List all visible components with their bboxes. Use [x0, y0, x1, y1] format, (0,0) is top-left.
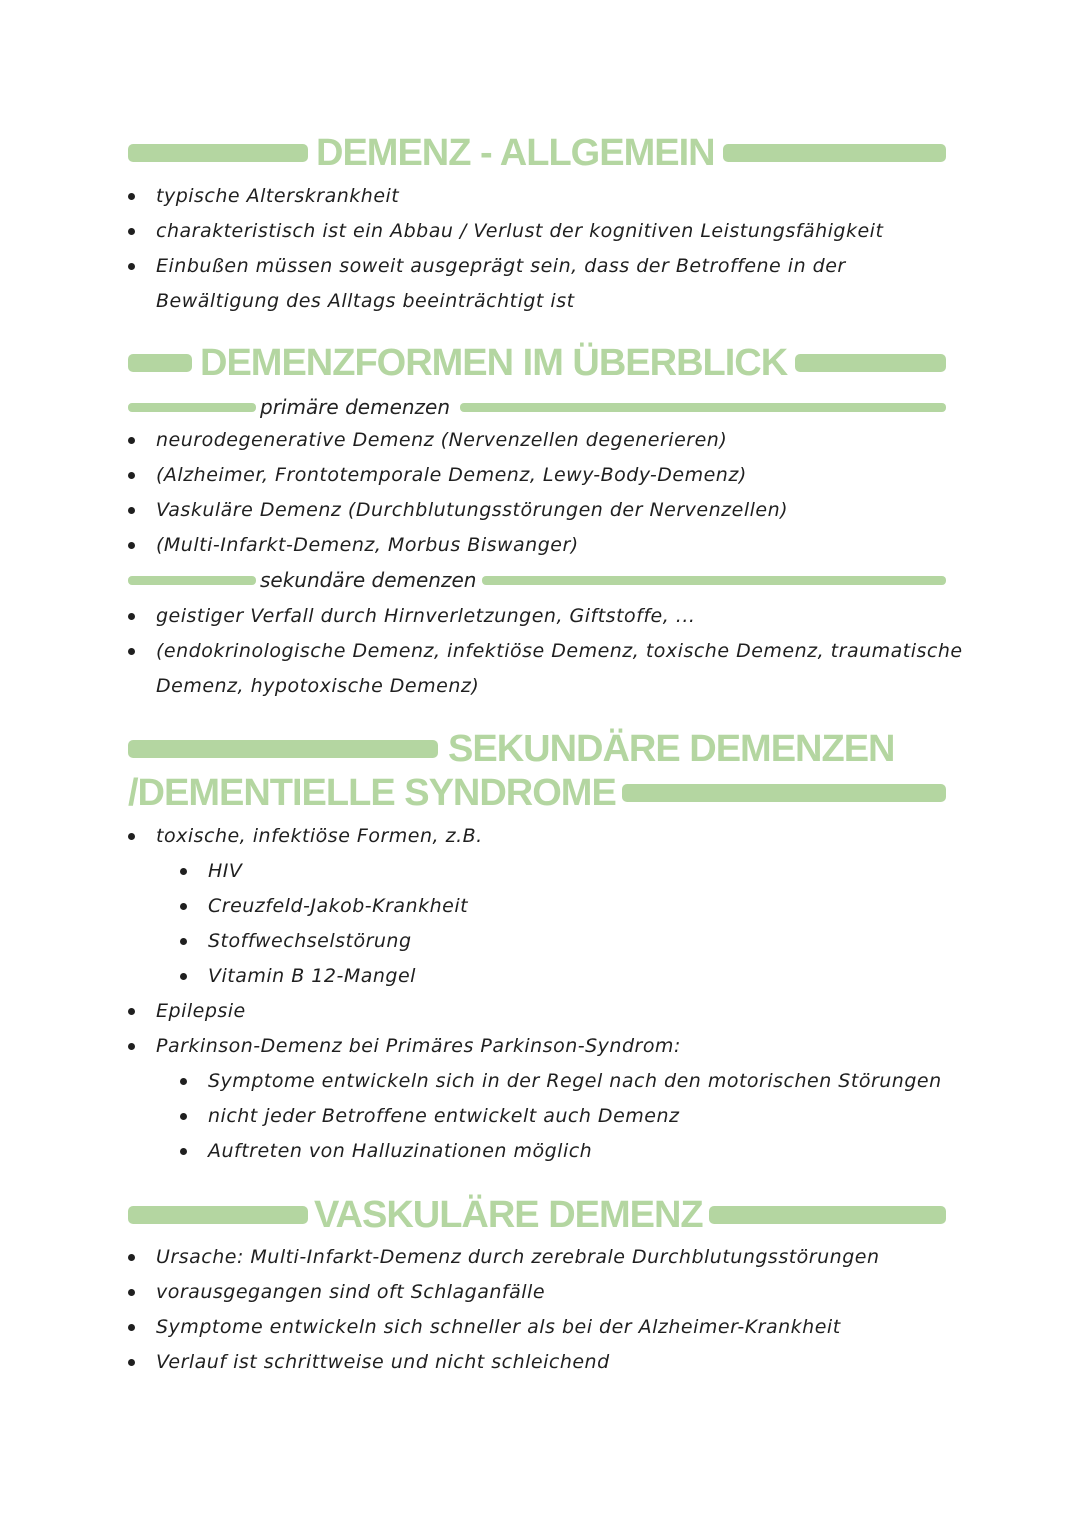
- list-item-nested: Symptome entwickeln sich in der Regel nach den motorischen Störungen: [128, 1064, 942, 1099]
- heading-bar-left: [128, 144, 308, 162]
- heading-vaskulaere-demenz: [128, 1192, 946, 1238]
- list-item: Verlauf ist schrittweise und nicht schleichend: [128, 1345, 879, 1380]
- list-item: geistiger Verfall durch Hirnverletzungen, Giftstoffe, ...: [128, 599, 963, 634]
- heading-text: SEKUNDÄRE DEMENZEN: [448, 727, 895, 770]
- heading-sekundaere-demenzen-line1: [128, 726, 950, 772]
- list-item-nested: Auftreten von Halluzinationen möglich: [128, 1134, 942, 1169]
- list-item: typische Alterskrankheit: [128, 179, 883, 214]
- list-item: Ursache: Multi-Infarkt-Demenz durch zerebrale Durchblutungsstörungen: [128, 1240, 879, 1275]
- list-item-continuation: Bewältigung des Alltags beeinträchtigt ist: [156, 290, 575, 312]
- heading-sekundaere-demenzen-line2: [128, 770, 946, 816]
- heading-bar-left: [128, 1206, 308, 1224]
- list-item: (endokrinologische Demenz, infektiöse Demenz, toxische Demenz, traumatische: [128, 634, 963, 669]
- subheading-text: primäre demenzen: [260, 395, 451, 419]
- list-item: Symptome entwickeln sich schneller als bei der Alzheimer-Krankheit: [128, 1310, 879, 1345]
- heading-demenz-allgemein: [128, 130, 946, 176]
- heading-bar-right: [723, 144, 946, 162]
- heading-demenzformen: [128, 340, 946, 386]
- list-item-nested: HIV: [128, 854, 942, 889]
- subheading-text: sekundäre demenzen: [260, 568, 477, 592]
- subheading-bar-right: [460, 403, 946, 412]
- list-item: Einbußen müssen soweit ausgeprägt sein, dass der Betroffene in der: [128, 249, 883, 284]
- list-item: vorausgegangen sind oft Schlaganfälle: [128, 1275, 879, 1310]
- list-item: Epilepsie: [128, 994, 942, 1029]
- list-item: charakteristisch ist ein Abbau / Verlust der kognitiven Leistungsfähigkeit: [128, 214, 883, 249]
- subheading-primaere-demenzen: [128, 393, 946, 421]
- subheading-bar-right: [482, 576, 946, 585]
- list-item-nested: nicht jeder Betroffene entwickelt auch Demenz: [128, 1099, 942, 1134]
- heading-text: DEMENZFORMEN IM ÜBERBLICK: [200, 341, 788, 384]
- heading-bar-left: [128, 354, 192, 372]
- heading-text: DEMENZ - ALLGEMEIN: [316, 131, 715, 174]
- heading-bar-right: [622, 784, 946, 802]
- heading-bar-right: [795, 354, 946, 372]
- heading-text: VASKULÄRE DEMENZ: [314, 1193, 703, 1236]
- subheading-bar-left: [128, 403, 256, 412]
- primaere-demenzen-list: [128, 423, 788, 563]
- list-item: Vaskuläre Demenz (Durchblutungsstörungen der Nervenzellen): [128, 493, 788, 528]
- list-item: (Alzheimer, Frontotemporale Demenz, Lewy-Body-Demenz): [128, 458, 788, 493]
- heading-bar-left: [128, 740, 438, 758]
- heading-bar-right: [709, 1206, 946, 1224]
- list-item-continuation: Demenz, hypotoxische Demenz): [156, 675, 480, 697]
- list-item-nested: Vitamin B 12-Mangel: [128, 959, 942, 994]
- list-item-nested: Stoffwechselstörung: [128, 924, 942, 959]
- list-item: neurodegenerative Demenz (Nervenzellen degenerieren): [128, 423, 788, 458]
- allgemein-list: [128, 179, 883, 319]
- subheading-bar-left: [128, 576, 256, 585]
- sekundaere-formen-list: [128, 819, 942, 1169]
- subheading-sekundaere-demenzen: [128, 566, 946, 594]
- vaskulaere-demenz-list: [128, 1240, 879, 1380]
- list-item-nested: Creuzfeld-Jakob-Krankheit: [128, 889, 942, 924]
- list-item: toxische, infektiöse Formen, z.B.: [128, 819, 942, 854]
- sekundaere-demenzen-list: [128, 599, 963, 704]
- heading-text: /DEMENTIELLE SYNDROME: [128, 771, 616, 814]
- list-item: Parkinson-Demenz bei Primäres Parkinson-Syndrom:: [128, 1029, 942, 1064]
- list-item: (Multi-Infarkt-Demenz, Morbus Biswanger): [128, 528, 788, 563]
